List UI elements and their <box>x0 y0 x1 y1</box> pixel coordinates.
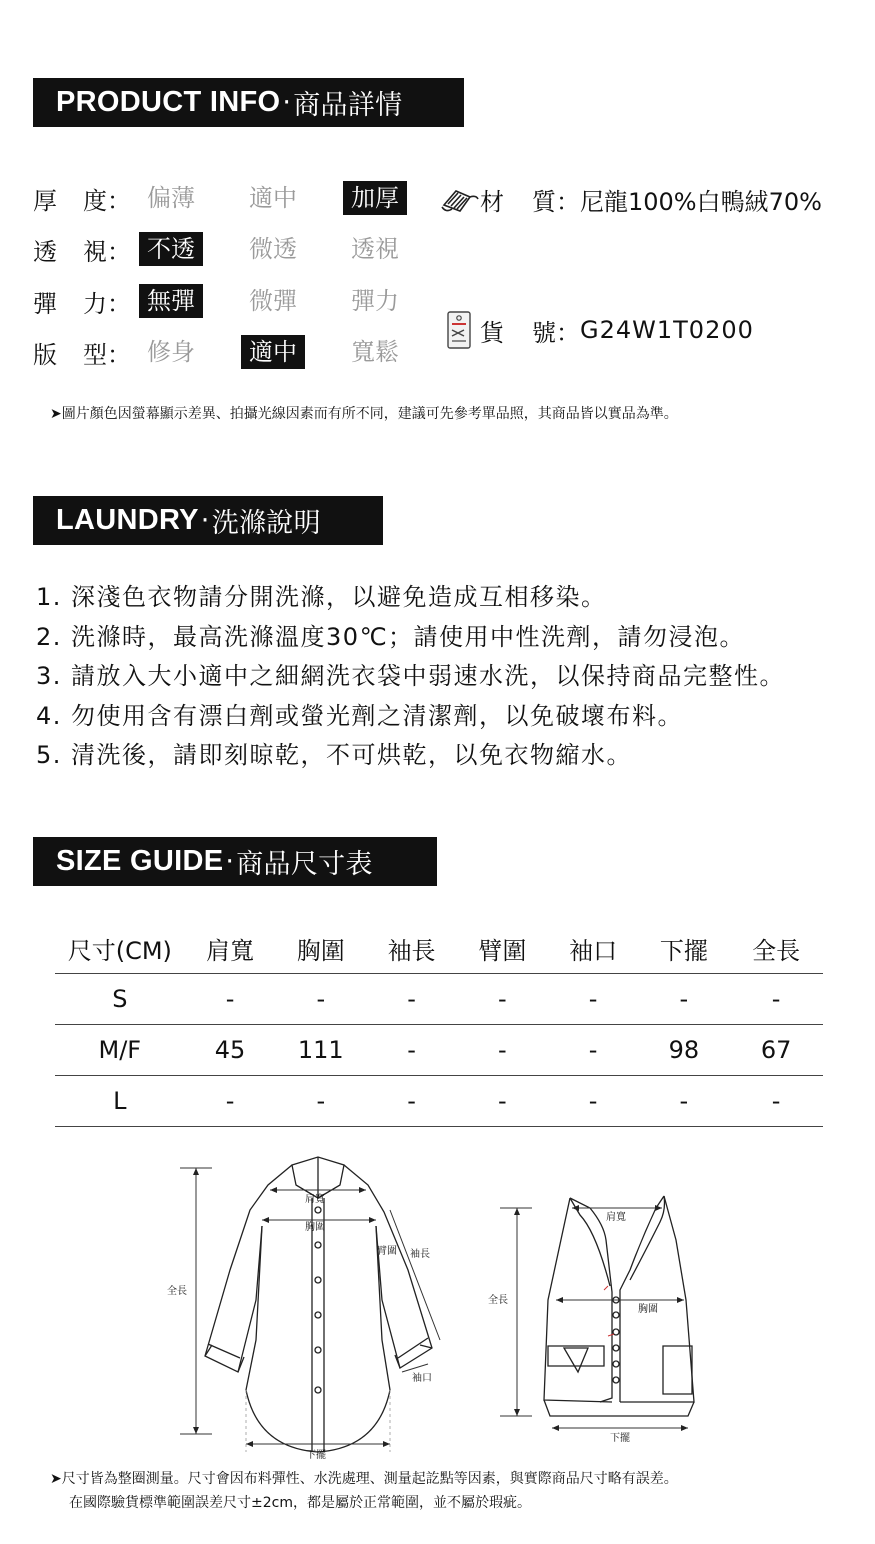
size-column-header: 胸圍 <box>296 937 345 965</box>
size-cell: - <box>679 1087 689 1115</box>
size-cell: - <box>498 1087 507 1115</box>
material-label-a: 材 <box>480 188 504 216</box>
attribute-option: 微透 <box>249 235 297 263</box>
size-guide-header-zh: 商品尺寸表 <box>236 849 373 880</box>
attribute-option: 透視 <box>351 235 399 263</box>
vest-hem-label: 下擺 <box>610 1433 630 1444</box>
attribute-option: 無彈 <box>139 284 203 318</box>
sku-label-b: 號： <box>532 318 580 347</box>
attribute-option: 不透 <box>139 232 203 266</box>
shirt-length-label: 全長 <box>167 1286 187 1297</box>
size-cell: - <box>771 1087 781 1115</box>
shirt-sleeve-label: 袖長 <box>410 1249 430 1260</box>
size-note-line1: ➤尺寸皆為整圈測量。尺寸會因布料彈性、水洗處理、測量起訖點等因素，與實際商品尺寸略有誤差。 <box>50 1471 678 1487</box>
shirt-buttons <box>315 1207 321 1393</box>
material-label-b: 質： <box>532 188 580 216</box>
attribute-label-a: 透 <box>33 237 57 266</box>
shirt-shoulder-label: 肩寬 <box>305 1194 325 1205</box>
image-color-note: ➤圖片顏色因螢幕顯示差異、拍攝光線因素而有所不同，建議可先參考單品照，其商品皆以實品為準。 <box>50 406 678 422</box>
attribute-option: 彈力 <box>351 287 399 315</box>
size-column-header: 臂圍 <box>478 937 527 965</box>
attribute-label-b: 視： <box>83 237 131 266</box>
size-cell: 67 <box>760 1036 792 1064</box>
size-cell: - <box>407 1036 416 1064</box>
product-info-header-sep: · <box>282 87 292 118</box>
shirt-chest-label: 胸圍 <box>305 1222 325 1233</box>
size-cell: - <box>588 1087 598 1115</box>
laundry-item: 2. 洗滌時，最高洗滌溫度30℃；請使用中性洗劑，請勿浸泡。 <box>36 622 746 651</box>
attribute-label-b: 力： <box>83 289 131 318</box>
size-cell: - <box>588 985 598 1013</box>
vest-length-label: 全長 <box>488 1295 508 1306</box>
size-cell: - <box>498 985 507 1013</box>
size-cell: S <box>112 985 128 1013</box>
attribute-option: 寬鬆 <box>351 338 399 366</box>
shirt-cuff-label: 袖口 <box>412 1373 432 1384</box>
vest-shoulder-label: 肩寬 <box>606 1212 626 1223</box>
size-cell: L <box>113 1087 127 1115</box>
sku-label-a: 貨 <box>480 318 504 347</box>
sku-value: G24W1T0200 <box>580 316 754 344</box>
size-cell: - <box>316 985 326 1013</box>
size-guide-header-en: SIZE GUIDE <box>56 845 224 877</box>
attribute-label-b: 度： <box>83 186 131 215</box>
attribute-option: 修身 <box>147 338 195 366</box>
attribute-label-a: 彈 <box>33 289 57 318</box>
size-column-header: 肩寬 <box>206 937 255 965</box>
product-info-header-en: PRODUCT INFO <box>56 86 281 118</box>
attribute-option: 加厚 <box>343 181 407 215</box>
laundry-header-zh: 洗滌說明 <box>211 508 321 539</box>
laundry-item: 4. 勿使用含有漂白劑或螢光劑之清潔劑，以免破壞布料。 <box>36 701 684 730</box>
size-cell: - <box>407 985 416 1013</box>
size-note-line2: 在國際驗貨標準範圍誤差尺寸±2cm，都是屬於正常範圍，並不屬於瑕疵。 <box>69 1495 531 1511</box>
attribute-option: 微彈 <box>249 287 297 315</box>
size-guide-header-sep: · <box>225 846 235 877</box>
size-column-header: 袖長 <box>387 937 436 965</box>
size-column-header: 尺寸(CM) <box>67 937 172 965</box>
shirt-hem-label: 下擺 <box>306 1450 326 1461</box>
attribute-label-a: 版 <box>33 340 57 369</box>
size-cell: - <box>679 985 689 1013</box>
size-cell: 111 <box>297 1036 344 1064</box>
material-value: 尼龍100%白鴨絨70% <box>580 188 822 216</box>
shirt-arm-label: 臂圍 <box>377 1246 397 1257</box>
size-cell: - <box>498 1036 507 1064</box>
laundry-item: 1. 深淺色衣物請分開洗滌，以避免造成互相移染。 <box>36 583 607 611</box>
size-column-header: 袖口 <box>569 937 618 965</box>
attribute-label-b: 型： <box>83 340 131 369</box>
vest-buttons <box>613 1297 619 1383</box>
laundry-header-en: LAUNDRY <box>56 504 199 536</box>
laundry-item: 3. 請放入大小適中之細網洗衣袋中弱速水洗，以保持商品完整性。 <box>36 662 786 690</box>
vest-chest-label: 胸圍 <box>638 1304 658 1315</box>
laundry-header-sep: · <box>200 505 210 536</box>
attribute-option: 適中 <box>241 335 305 369</box>
size-cell: - <box>771 985 781 1013</box>
size-column-header: 下擺 <box>659 937 708 965</box>
laundry-item: 5. 清洗後，請即刻晾乾，不可烘乾，以免衣物縮水。 <box>36 741 633 769</box>
size-cell: - <box>316 1087 326 1115</box>
size-column-header: 全長 <box>752 937 801 965</box>
attribute-option: 偏薄 <box>147 184 195 212</box>
size-cell: - <box>588 1036 598 1064</box>
size-cell: 98 <box>668 1036 700 1064</box>
size-cell: - <box>407 1087 416 1115</box>
size-cell: - <box>225 985 235 1013</box>
product-info-header-zh: 商品詳情 <box>293 90 403 121</box>
size-cell: M/F <box>98 1036 142 1064</box>
vest-illustration <box>544 1196 694 1416</box>
size-cell: - <box>225 1087 235 1115</box>
size-cell: 45 <box>214 1036 246 1064</box>
attribute-option: 適中 <box>249 184 297 212</box>
attribute-label-a: 厚 <box>33 186 57 215</box>
